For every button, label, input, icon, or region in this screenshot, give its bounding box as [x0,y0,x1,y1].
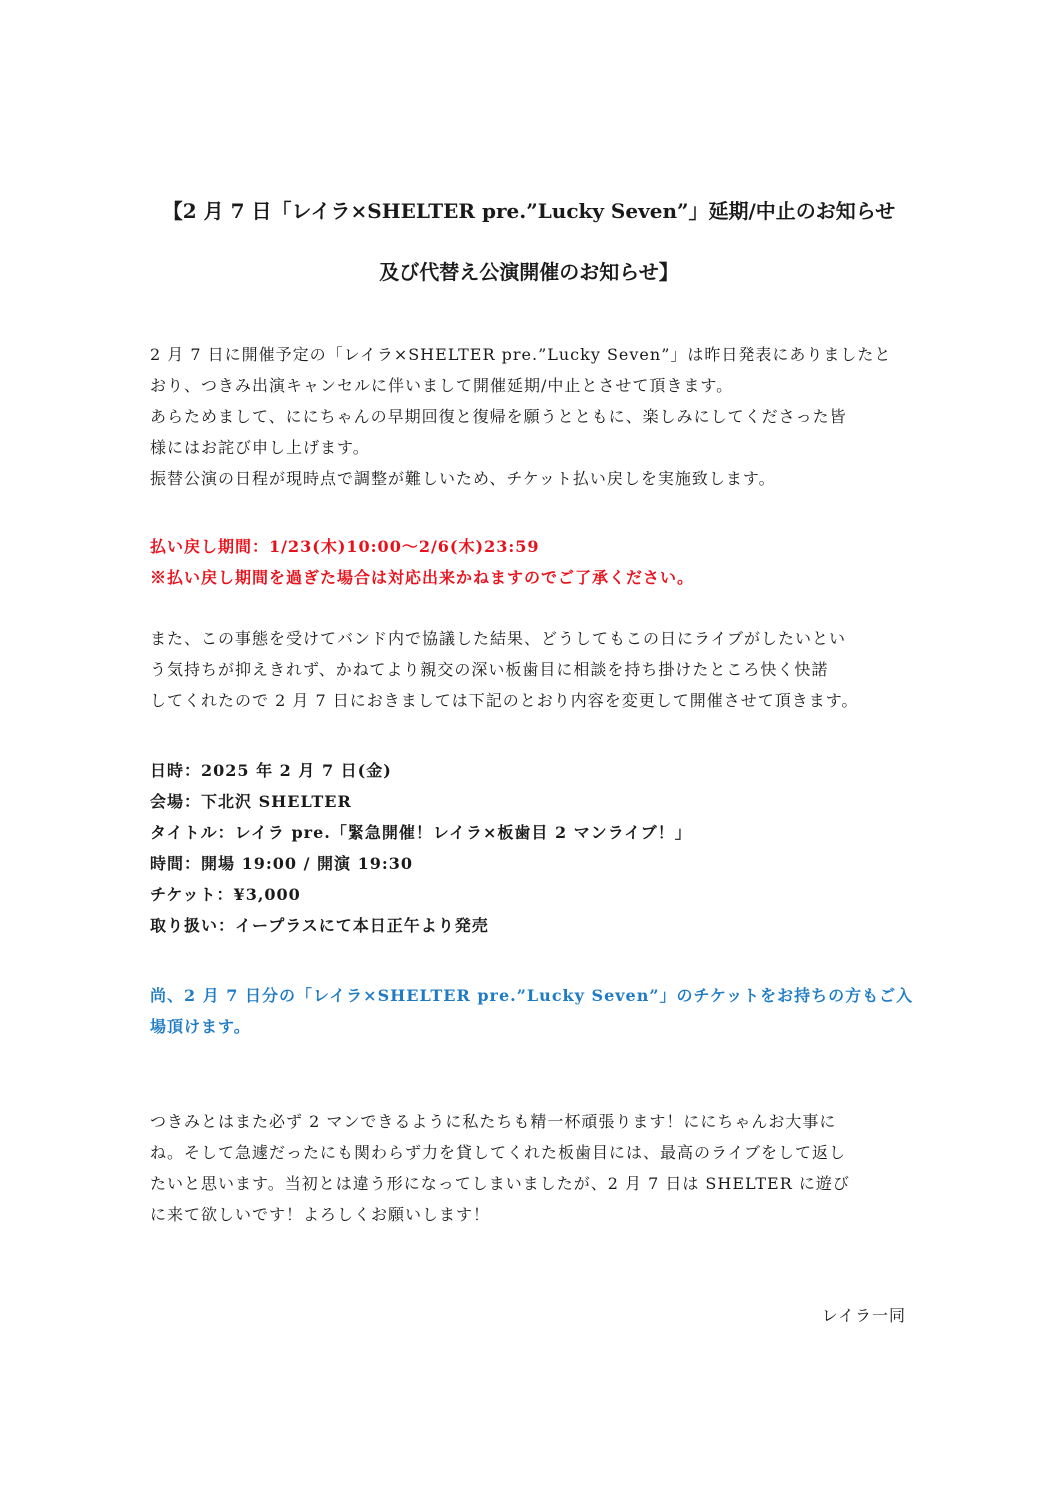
closing-line: ね。そして急遽だったにも関わらず力を貸してくれた板歯目には、最高のライブをして返し [150,1143,847,1162]
refund-warning: ※払い戻し期間を過ぎた場合は対応出来かねますのでご了承ください。 [150,568,695,587]
ticket-notice [150,980,912,1042]
closing-line: に来て欲しいです！よろしくお願いします！ [150,1205,491,1224]
intro-line: 様にはお詫び申し上げます。 [150,438,370,457]
refund-notice [150,531,912,593]
ticket-notice-line: 尚、2 月 7 日分の「レイラ×SHELTER pre.”Lucky Seven”」のチケットをお持ちの方もご入 [150,986,914,1005]
intro-paragraph [150,339,912,494]
closing-paragraph [150,1106,912,1230]
closing-line: たいと思います。当初とは違う形になってしまいましたが、2 月 7 日は SHELTER に遊び [150,1174,850,1193]
replacement-line: う気持ちが抑えきれず、かねてより親交の深い板歯目に相談を持ち掛けたところ快く快諾 [150,660,829,679]
event-datetime: 日時：2025 年 2 月 7 日(金) [150,761,392,780]
event-time: 時間：開場 19:00 / 開演 19:30 [150,854,414,873]
ticket-notice-line: 場頂けます。 [150,1017,251,1036]
title-line-2: 及び代替え公演開催のお知らせ】 [379,260,679,284]
intro-line: 振替公演の日程が現時点で調整が難しいため、チケット払い戻しを実施致します。 [150,469,776,488]
event-title: タイトル：レイラ pre.「緊急開催！レイラ×板歯目 2 マンライブ！」 [150,823,692,842]
event-ticket: チケット：¥3,000 [150,885,301,904]
intro-line: おり、つきみ出演キャンセルに伴いまして開催延期/中止とさせて頂きます。 [150,376,734,395]
closing-line: つきみとはまた必ず 2 マンできるように私たちも精一杯頑張ります！ににちゃんお大事に [150,1112,837,1131]
replacement-line: してくれたので 2 月 7 日におきましては下記のとおり内容を変更して開催させて頂きます。 [150,691,859,710]
replacement-paragraph [150,623,912,716]
title-line-1: 【2 月 7 日「レイラ×SHELTER pre.”Lucky Seven”」延期/中止のお知らせ [162,199,896,223]
signature: レイラ一同 [821,1306,906,1325]
intro-line: あらためまして、ににちゃんの早期回復と復帰を願うとともに、楽しみにしてくださった皆 [150,407,847,426]
event-details [150,755,912,941]
refund-period: 払い戻し期間：1/23(木)10:00～2/6(木)23:59 [150,537,540,556]
event-venue: 会場：下北沢 SHELTER [150,792,352,811]
event-handling: 取り扱い：イープラスにて本日正午より発売 [150,916,489,935]
intro-line: 2 月 7 日に開催予定の「レイラ×SHELTER pre.”Lucky Seven”」は昨日発表にありましたと [150,345,892,364]
replacement-line: また、この事態を受けてバンド内で協議した結果、どうしてもこの日にライブがしたいとい [150,629,847,648]
